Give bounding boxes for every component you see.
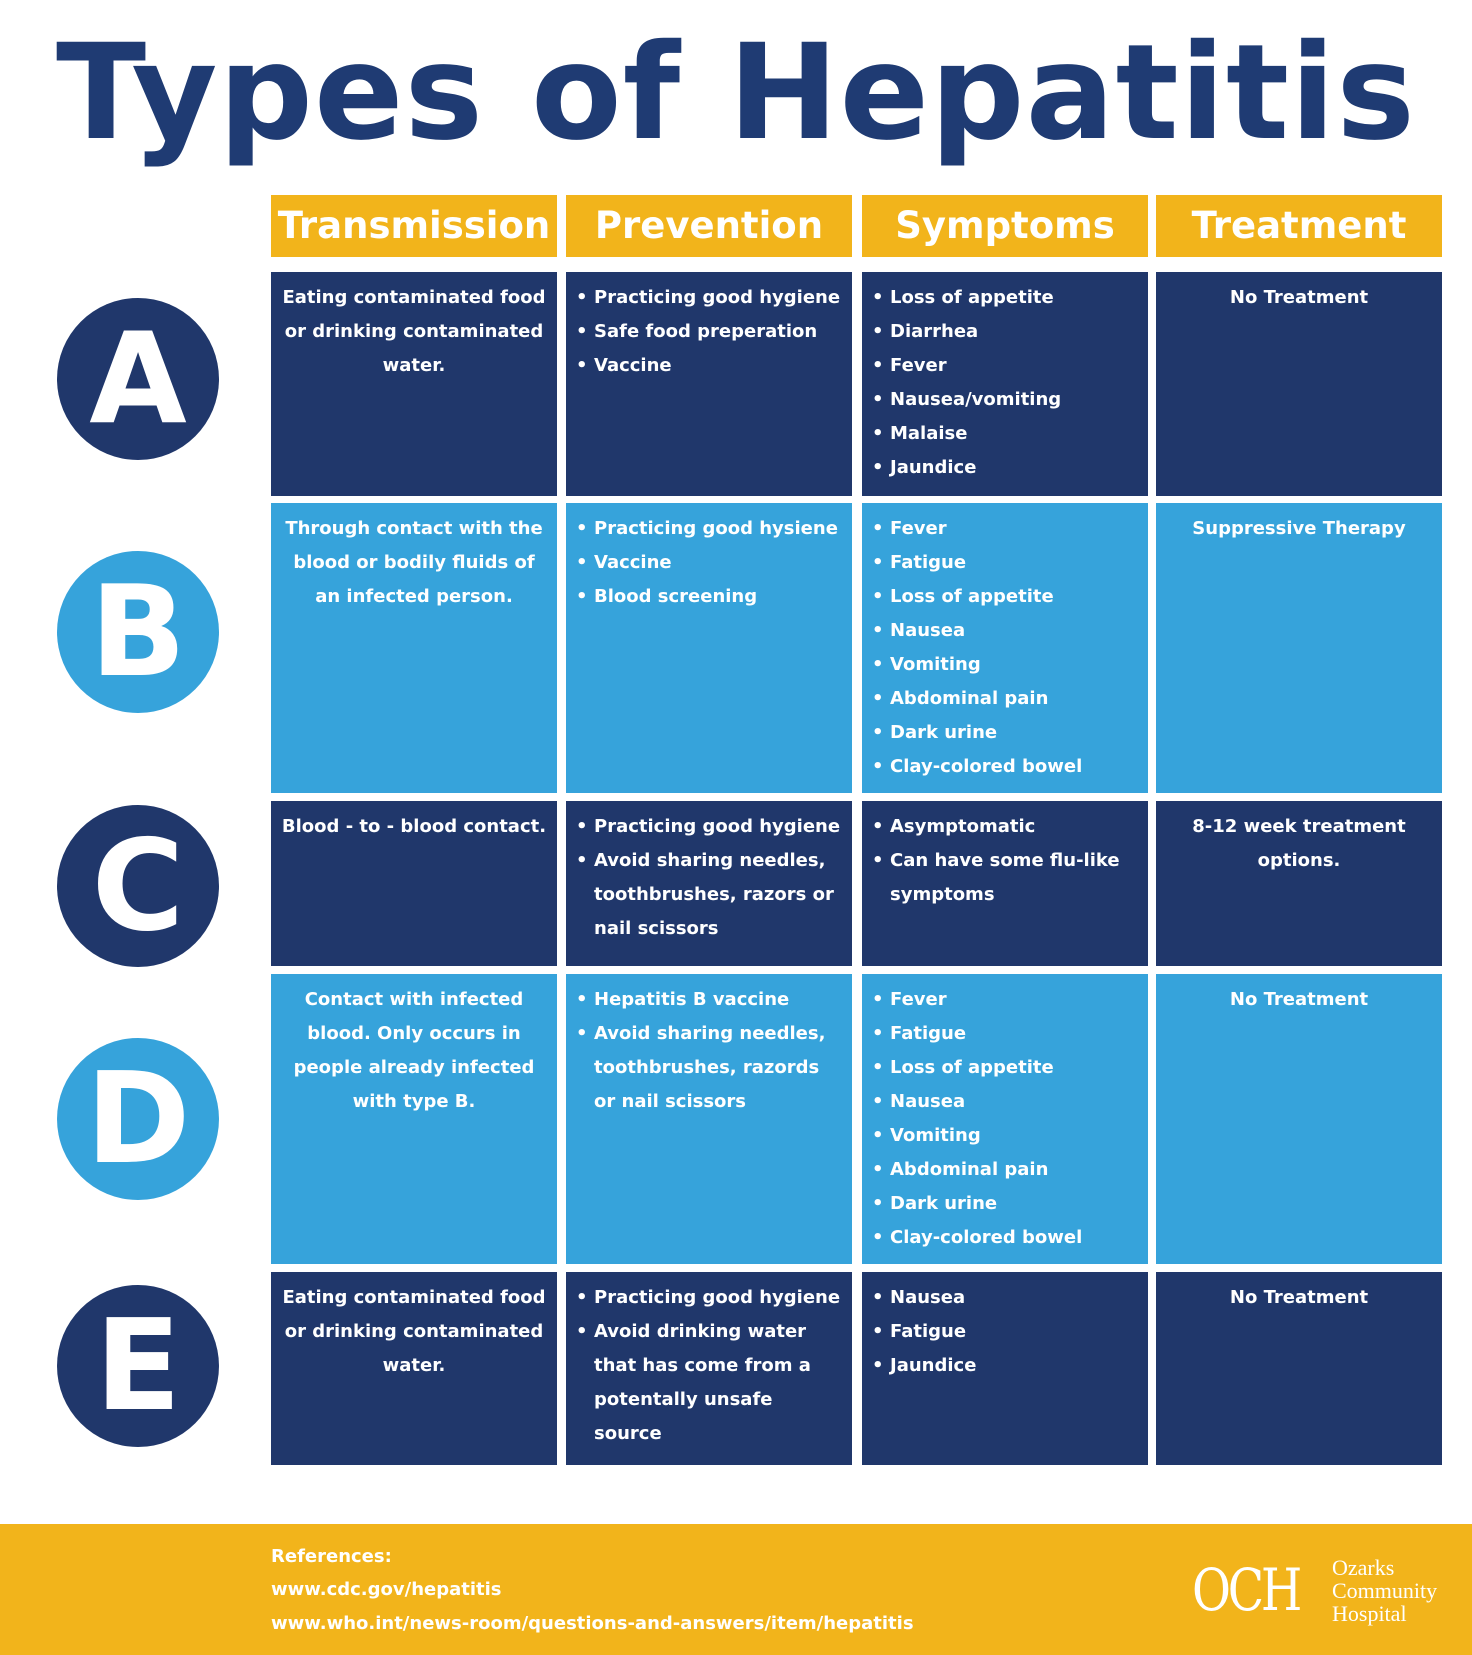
header-symptoms: Symptoms bbox=[862, 195, 1148, 257]
references-label: References: bbox=[271, 1546, 392, 1567]
list-item: • Asymptomatic bbox=[872, 810, 1138, 844]
list-item: • Can have some flu-like symptoms bbox=[872, 844, 1138, 912]
list-item: • Hepatitis B vaccine bbox=[576, 983, 842, 1017]
type-c-symptoms bbox=[862, 801, 1148, 966]
list-item: • Nausea bbox=[872, 1281, 1138, 1315]
list-item: • Nausea bbox=[872, 614, 1138, 648]
type-e-transmission: Eating contaminated food or drinking contaminated water. bbox=[271, 1272, 557, 1465]
list-item: • Loss of appetite bbox=[872, 1051, 1138, 1085]
list-item: • Abdominal pain bbox=[872, 1153, 1138, 1187]
list-item: • Practicing good hygiene bbox=[576, 810, 842, 844]
list-item: • Practicing good hygiene bbox=[576, 1281, 842, 1315]
list-item: • Dark urine bbox=[872, 1187, 1138, 1221]
type-a-transmission: Eating contaminated food or drinking contaminated water. bbox=[271, 272, 557, 496]
type-c-badge: C bbox=[57, 805, 219, 967]
och-logo bbox=[1192, 1550, 1438, 1630]
list-item: • Avoid drinking water that has come from a potentally unsafe source bbox=[576, 1315, 842, 1451]
list-item: • Loss of appetite bbox=[872, 580, 1138, 614]
type-a-badge: A bbox=[57, 298, 219, 460]
logo-line-2: Community bbox=[1332, 1578, 1438, 1603]
list-item: • Practicing good hysiene bbox=[576, 512, 842, 546]
list-item: • Nausea bbox=[872, 1085, 1138, 1119]
logo-initials: OCH bbox=[1192, 1556, 1300, 1624]
type-d-symptoms bbox=[862, 974, 1148, 1264]
list-item: • Jaundice bbox=[872, 451, 1138, 485]
type-d-treatment: No Treatment bbox=[1156, 974, 1442, 1264]
type-b-treatment: Suppressive Therapy bbox=[1156, 503, 1442, 793]
type-b-badge: B bbox=[57, 551, 219, 713]
list-item: • Dark urine bbox=[872, 716, 1138, 750]
reference-link-who[interactable]: www.who.int/news-room/questions-and-answers/item/hepatitis bbox=[271, 1613, 914, 1634]
list-item: • Nausea/vomiting bbox=[872, 383, 1138, 417]
list-item: • Safe food preperation bbox=[576, 315, 842, 349]
logo-line-1: Ozarks bbox=[1332, 1555, 1395, 1580]
list-item: • Malaise bbox=[872, 417, 1138, 451]
reference-link-cdc[interactable]: www.cdc.gov/hepatitis bbox=[271, 1579, 502, 1600]
type-c-prevention bbox=[566, 801, 852, 966]
type-c-treatment: 8-12 week treatment options. bbox=[1156, 801, 1442, 966]
list-item: • Fever bbox=[872, 983, 1138, 1017]
list-item: • Clay-colored bowel bbox=[872, 750, 1138, 784]
list-item: • Loss of appetite bbox=[872, 281, 1138, 315]
list-item: • Vomiting bbox=[872, 648, 1138, 682]
list-item: • Fever bbox=[872, 349, 1138, 383]
list-item: • Avoid sharing needles, toothbrushes, razords or nail scissors bbox=[576, 1017, 842, 1119]
list-item: • Fever bbox=[872, 512, 1138, 546]
type-a-treatment: No Treatment bbox=[1156, 272, 1442, 496]
list-item: • Fatigue bbox=[872, 1017, 1138, 1051]
list-item: • Fatigue bbox=[872, 546, 1138, 580]
list-item: • Jaundice bbox=[872, 1349, 1138, 1383]
list-item: • Practicing good hygiene bbox=[576, 281, 842, 315]
type-b-symptoms bbox=[862, 503, 1148, 793]
logo-line-3: Hospital bbox=[1332, 1601, 1407, 1626]
type-e-prevention bbox=[566, 1272, 852, 1465]
list-item: • Vaccine bbox=[576, 546, 842, 580]
type-d-badge: D bbox=[57, 1038, 219, 1200]
list-item: • Fatigue bbox=[872, 1315, 1138, 1349]
header-transmission: Transmission bbox=[271, 195, 557, 257]
type-c-transmission: Blood - to - blood contact. bbox=[271, 801, 557, 966]
list-item: • Avoid sharing needles, toothbrushes, razors or nail scissors bbox=[576, 844, 842, 946]
list-item: • Abdominal pain bbox=[872, 682, 1138, 716]
header-prevention: Prevention bbox=[566, 195, 852, 257]
type-a-symptoms bbox=[862, 272, 1148, 496]
list-item: • Blood screening bbox=[576, 580, 842, 614]
page-title: Types of Hepatitis bbox=[56, 16, 1416, 170]
type-d-transmission: Contact with infected blood. Only occurs in people already infected with type B. bbox=[271, 974, 557, 1264]
type-e-badge: E bbox=[57, 1285, 219, 1447]
type-b-transmission: Through contact with the blood or bodily fluids of an infected person. bbox=[271, 503, 557, 793]
list-item: • Vaccine bbox=[576, 349, 842, 383]
type-d-prevention bbox=[566, 974, 852, 1264]
type-b-prevention bbox=[566, 503, 852, 793]
list-item: • Diarrhea bbox=[872, 315, 1138, 349]
header-treatment: Treatment bbox=[1156, 195, 1442, 257]
list-item: • Clay-colored bowel bbox=[872, 1221, 1138, 1255]
list-item: • Vomiting bbox=[872, 1119, 1138, 1153]
type-e-symptoms bbox=[862, 1272, 1148, 1465]
type-a-prevention bbox=[566, 272, 852, 496]
type-e-treatment: No Treatment bbox=[1156, 1272, 1442, 1465]
